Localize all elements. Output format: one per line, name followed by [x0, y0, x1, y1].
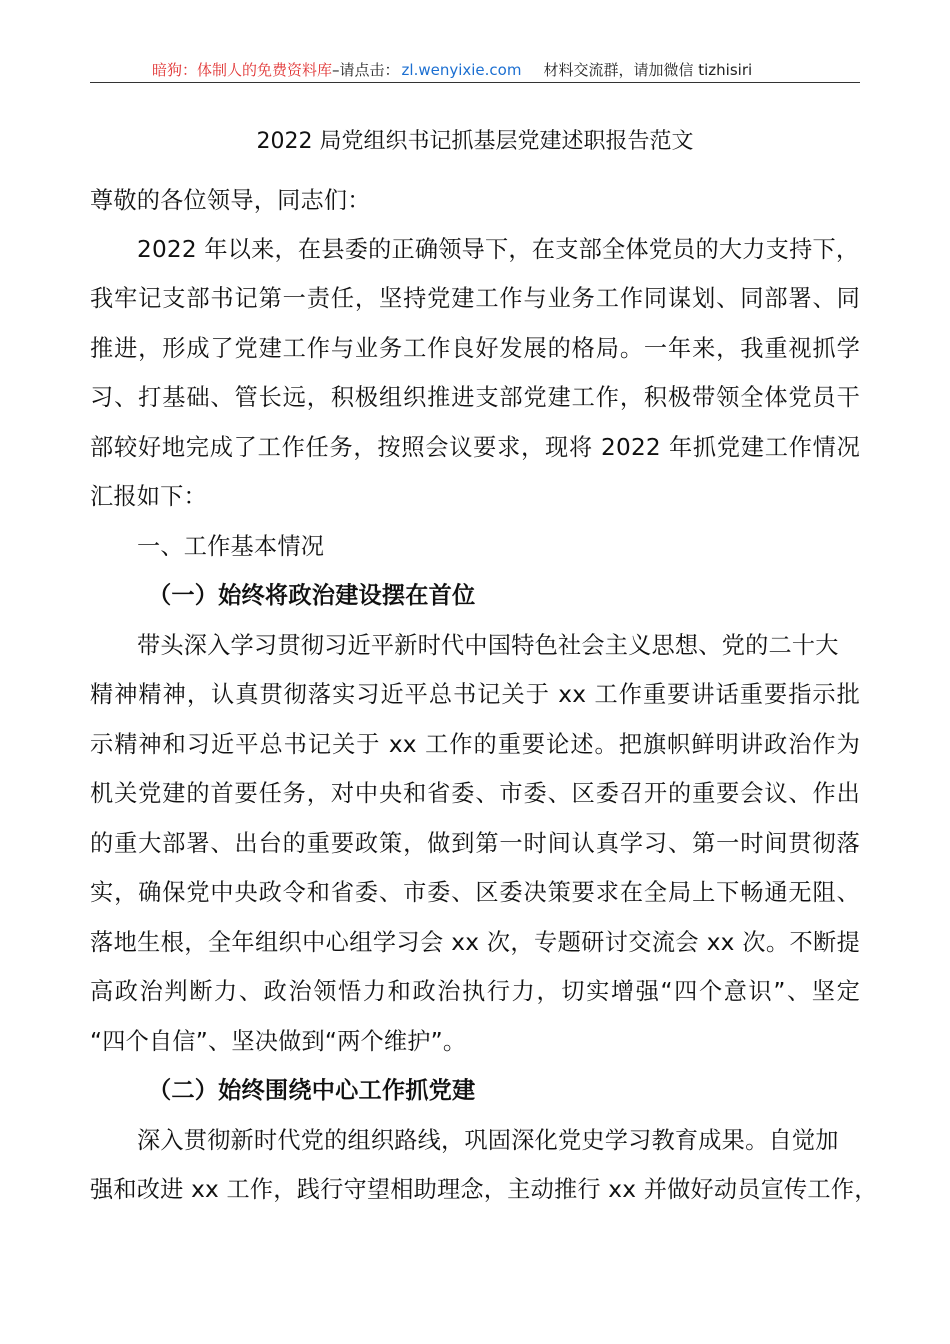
paragraph-line: 精神精神，认真贯彻落实习近平总书记关于 xx 工作重要讲话重要指示批	[90, 681, 860, 708]
paragraph-line: 汇报如下：	[90, 483, 207, 510]
paragraph-line: 部较好地完成了工作任务，按照会议要求，现将 2022 年抓党建工作情况	[90, 434, 860, 461]
paragraph-line: “四个自信”、坚决做到“两个维护”。	[90, 1028, 467, 1055]
subsection-heading: （二）始终围绕中心工作抓党建	[148, 1077, 476, 1104]
paragraph-line: 示精神和习近平总书记关于 xx 工作的重要论述。把旗帜鲜明讲政治作为	[90, 731, 860, 758]
subsection-heading: （一）始终将政治建设摆在首位	[148, 582, 476, 609]
header-url-link[interactable]: zl.wenyixie.com	[401, 61, 522, 79]
header-group-note: 材料交流群，请加微信 tizhisiri	[543, 61, 753, 79]
paragraph-line: 机关党建的首要任务，对中央和省委、市委、区委召开的重要会议、作出	[90, 780, 860, 807]
paragraph-line: 的重大部署、出台的重要政策，做到第一时间认真学习、第一时间贯彻落	[90, 830, 860, 857]
document-title: 2022 局党组织书记抓基层党建述职报告范文	[256, 129, 694, 154]
paragraph-line: 习、打基础、管长远，积极组织推进支部党建工作，积极带领全体党员干	[90, 384, 860, 411]
header-prompt: –请点击：	[332, 61, 400, 79]
paragraph-line: 带头深入学习贯彻习近平新时代中国特色社会主义思想、党的二十大	[137, 632, 839, 659]
paragraph-line: 强和改进 xx 工作，践行守望相助理念，主动推行 xx 并做好动员宣传工作，	[90, 1176, 878, 1203]
paragraph-line: 实，确保党中央政令和省委、市委、区委决策要求在全局上下畅通无阻、	[90, 879, 860, 906]
paragraph-line: 深入贯彻新时代党的组织路线，巩固深化党史学习教育成果。自觉加	[137, 1127, 839, 1154]
section-heading: 一、工作基本情况	[137, 533, 325, 560]
paragraph-line: 我牢记支部书记第一责任，坚持党建工作与业务工作同谋划、同部署、同	[90, 285, 860, 312]
paragraph-line: 高政治判断力、政治领悟力和政治执行力，切实增强“四个意识”、坚定	[90, 978, 860, 1005]
paragraph-line: 落地生根，全年组织中心组学习会 xx 次，专题研讨交流会 xx 次。不断提	[90, 929, 860, 956]
page-header	[90, 60, 860, 83]
header-brand: 暗狗：体制人的免费资料库	[152, 61, 333, 79]
salutation: 尊敬的各位领导，同志们：	[90, 187, 371, 214]
paragraph-line: 2022 年以来，在县委的正确领导下，在支部全体党员的大力支持下，	[137, 236, 860, 263]
paragraph-line: 推进，形成了党建工作与业务工作良好发展的格局。一年来，我重视抓学	[90, 335, 860, 362]
